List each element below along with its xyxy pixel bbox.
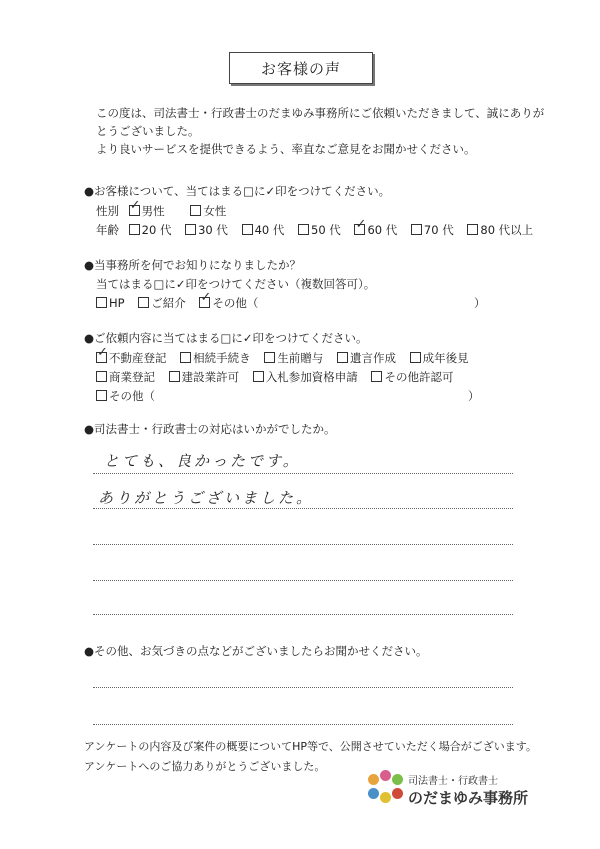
logo-subtitle: 司法書士・行政書士	[408, 776, 498, 787]
footer-line-2: アンケートへのご協力ありがとうございました。	[84, 760, 326, 773]
q2-options-row	[96, 295, 486, 311]
age-option-50[interactable]: 50 代	[298, 222, 341, 238]
answer-line	[93, 473, 513, 474]
footer-line-1: アンケートの内容及び案件の概要についてHP等で、公開させていただく場合がございます。	[84, 740, 537, 753]
checkbox[interactable]	[180, 352, 191, 363]
checkbox[interactable]	[264, 352, 275, 363]
source-option-hp[interactable]: HP	[96, 296, 125, 310]
q2-question: ●当事務所を何でお知りになりましたか？	[84, 258, 302, 272]
intro-line-1: この度は、司法書士・行政書士のだまゆみ事務所にご依頼いただきまして、誠にありが	[96, 106, 545, 120]
intro-text	[96, 104, 544, 158]
answer-line	[93, 724, 513, 725]
checkbox[interactable]	[411, 224, 422, 235]
service-option-construction[interactable]: 建設業許可	[169, 369, 240, 385]
handwritten-answer-line-1: とても、良かったです。	[104, 452, 301, 470]
service-option-gift[interactable]: 生前贈与	[264, 350, 323, 366]
gender-row	[96, 203, 236, 219]
q3-row-1	[96, 350, 479, 366]
service-option-will[interactable]: 遺言作成	[337, 350, 396, 366]
checkbox[interactable]	[354, 224, 365, 235]
close-paren: ）	[468, 389, 480, 403]
checkbox[interactable]	[410, 352, 421, 363]
checkbox[interactable]	[185, 224, 196, 235]
q1-question: ●お客様について、当てはまる□に✓印をつけてください。	[84, 184, 391, 198]
gender-label: 性別	[96, 204, 119, 218]
service-option-bidding[interactable]: 入札参加資格申請	[253, 369, 358, 385]
logo-name: のだまゆみ事務所	[408, 789, 529, 807]
service-option-inheritance[interactable]: 相続手続き	[180, 350, 251, 366]
logo-circles-icon	[366, 770, 406, 810]
checkbox[interactable]	[298, 224, 309, 235]
handwritten-answer-line-2: ありがとうございました。	[98, 489, 315, 507]
answer-line	[93, 580, 513, 581]
age-option-40[interactable]: 40 代	[242, 222, 285, 238]
age-option-80[interactable]: 80 代以上	[467, 222, 533, 238]
age-label: 年齢	[96, 223, 119, 237]
checkbox[interactable]	[242, 224, 253, 235]
q3-question: ●ご依頼内容に当てはまる□に✓印をつけてください。	[84, 331, 368, 345]
gender-option-female[interactable]: 女性	[190, 203, 226, 219]
checkbox[interactable]	[96, 390, 107, 401]
office-logo	[366, 770, 536, 812]
checkbox[interactable]	[96, 297, 107, 308]
intro-line-2: とうございました。	[96, 124, 200, 138]
q3-row-2	[96, 369, 463, 385]
checkbox[interactable]	[138, 297, 149, 308]
service-option-other-permit[interactable]: その他許認可	[371, 369, 453, 385]
age-option-20[interactable]: 20 代	[129, 222, 172, 238]
answer-line	[93, 508, 513, 509]
service-option-other[interactable]: その他（	[96, 388, 155, 404]
answer-line	[93, 687, 513, 688]
close-paren: ）	[474, 296, 486, 310]
checkbox[interactable]	[253, 371, 264, 382]
q2-instruction: 当てはまる□に✓印をつけてください（複数回答可）。	[96, 277, 376, 291]
checkbox[interactable]	[129, 224, 140, 235]
checkbox[interactable]	[129, 205, 140, 216]
page-title: お客様の声	[229, 52, 373, 84]
source-option-other[interactable]: ✓ その他（	[199, 295, 258, 311]
age-option-60[interactable]: ✓ 60 代	[354, 222, 397, 238]
gender-option-male[interactable]: ✓ 男性	[129, 203, 165, 219]
service-option-guardianship[interactable]: 成年後見	[410, 350, 469, 366]
checkbox[interactable]	[199, 297, 210, 308]
checkbox[interactable]	[96, 371, 107, 382]
checkbox[interactable]	[96, 352, 107, 363]
q3-row-3	[96, 388, 486, 404]
age-row	[96, 222, 543, 238]
age-option-30[interactable]: 30 代	[185, 222, 228, 238]
answer-line	[93, 544, 513, 545]
service-option-commercial[interactable]: 商業登記	[96, 369, 155, 385]
checkbox[interactable]	[337, 352, 348, 363]
service-option-real-estate[interactable]: ✓不動産登記	[96, 350, 167, 366]
checkbox[interactable]	[371, 371, 382, 382]
intro-line-3: より良いサービスを提供できるよう、率直なご意見をお聞かせください。	[96, 142, 476, 156]
q4-question: ●司法書士・行政書士の対応はいかがでしたか。	[84, 422, 336, 436]
checkbox[interactable]	[190, 205, 201, 216]
age-option-70[interactable]: 70 代	[411, 222, 454, 238]
checkbox[interactable]	[467, 224, 478, 235]
q5-question: ●その他、お気づきの点などがございましたらお聞かせください。	[84, 644, 428, 658]
checkbox[interactable]	[169, 371, 180, 382]
answer-line	[93, 614, 513, 615]
source-option-referral[interactable]: ご紹介	[138, 295, 186, 311]
